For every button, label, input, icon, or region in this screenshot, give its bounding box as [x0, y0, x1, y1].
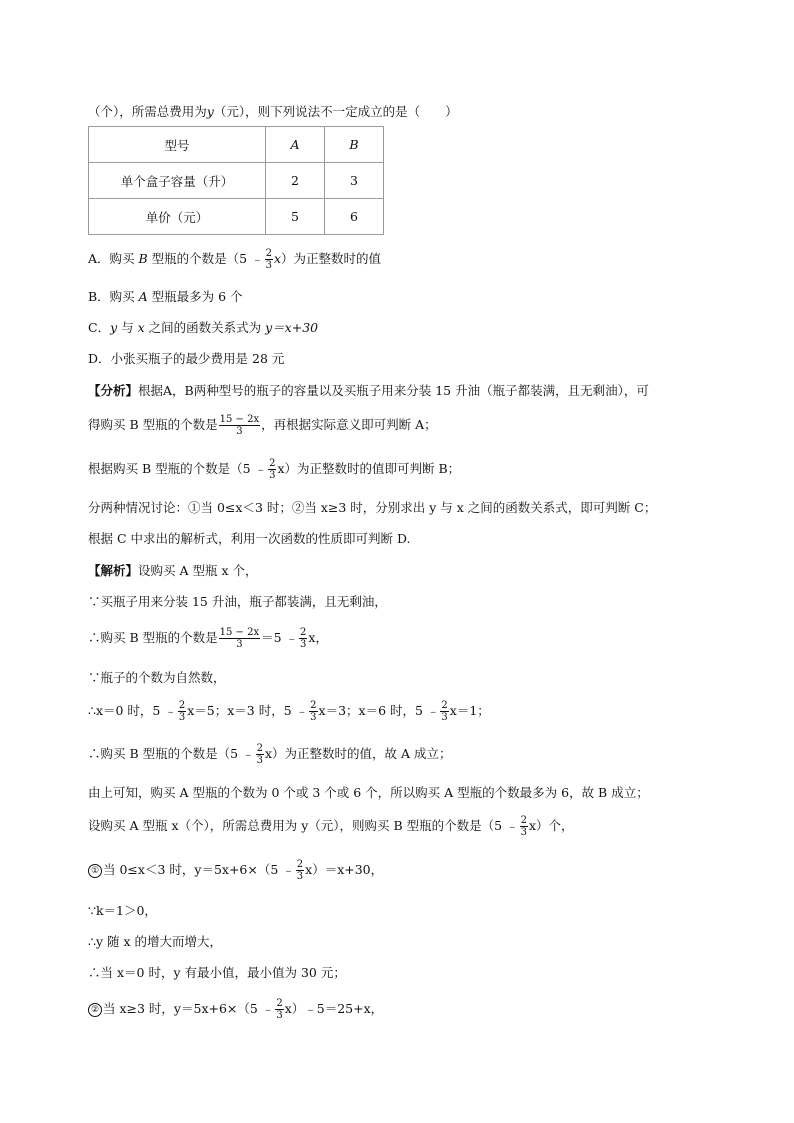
- fraction-num: 2: [520, 815, 527, 826]
- solution-line-6: [88, 743, 451, 766]
- fraction: [296, 859, 304, 882]
- solution-line-12: [88, 963, 346, 981]
- solution-text: x＝5；x＝3 时，5 ﹣: [187, 703, 309, 718]
- fraction-num: 2: [276, 998, 283, 1009]
- option-c-mid2: 之间的函数关系式为: [144, 320, 266, 335]
- fraction: [520, 815, 528, 838]
- option-b-a: A: [138, 289, 148, 304]
- solution-text: 当 x≥3 时，y＝5x+6×（5 ﹣: [103, 1001, 275, 1016]
- option-c-x: x: [137, 320, 145, 335]
- analysis-line-3: [88, 458, 460, 481]
- fraction: [275, 998, 283, 1021]
- intro-prefix: （个），所需总费用为: [88, 104, 207, 119]
- solution-line-10: [88, 901, 157, 919]
- solution-text: ＝5 ﹣: [261, 630, 299, 645]
- table-header: A: [266, 127, 325, 163]
- table-row: [89, 163, 384, 199]
- option-b-prefix: B．购买: [88, 289, 139, 304]
- circled-number: ①: [88, 864, 102, 878]
- fraction: [299, 627, 307, 650]
- fraction: [309, 700, 317, 723]
- solution-text: x＝1；: [449, 703, 490, 718]
- fraction-den: 3: [296, 871, 304, 882]
- fraction-num: 2: [441, 700, 448, 711]
- option-b-suffix: 型瓶最多为 6 个: [147, 289, 243, 304]
- table-cell: 3: [325, 163, 384, 199]
- option-a-b: B: [138, 251, 148, 266]
- spec-table: [88, 126, 384, 235]
- option-a-x: x: [273, 251, 282, 266]
- fraction: [256, 743, 264, 766]
- intro-suffix: （元），则下列说法不一定成立的是（ ）: [213, 104, 458, 119]
- option-d-text: D．小张买瓶子的最少费用是 28 元: [88, 351, 285, 366]
- table-cell: 单个盒子容量（升）: [89, 163, 266, 199]
- analysis-line-5: [88, 529, 411, 547]
- fraction: [440, 700, 448, 723]
- option-c: [88, 318, 318, 336]
- fraction-num: 2: [265, 248, 272, 259]
- table-cell: 6: [325, 199, 384, 235]
- analysis-line-2: [88, 414, 437, 437]
- solution-text: ∴购买 B 型瓶的个数是: [88, 630, 218, 645]
- analysis-text: x）为正整数时的值即可判断 B；: [277, 461, 461, 476]
- solution-text: 当 0≤x＜3 时，y＝5x+6×（5 ﹣: [103, 862, 295, 877]
- option-c-y: y: [110, 320, 118, 335]
- solution-text: ∴购买 B 型瓶的个数是（5 ﹣: [88, 746, 255, 761]
- solution-line-5: [88, 700, 490, 723]
- solution-text: 设购买 A 型瓶 x（个），所需总费用为 y（元），则购买 B 型瓶的个数是（5 ﹣: [88, 818, 519, 833]
- analysis-text: 根据 C 中求出的解析式，利用一次函数的性质即可判断 D.: [88, 531, 411, 546]
- analysis-text: 得购买 B 型瓶的个数是: [88, 417, 218, 432]
- solution-text: ∵k＝1＞0，: [88, 903, 157, 918]
- solution-line-1: [88, 561, 258, 579]
- solution-text: x，: [308, 630, 328, 645]
- table-cell: 5: [266, 199, 325, 235]
- fraction-den: 3: [300, 639, 307, 650]
- fraction: [219, 414, 260, 437]
- option-a-mid: 型瓶的个数是（5 ﹣: [147, 251, 264, 266]
- circled-number: ②: [88, 1003, 102, 1017]
- question-intro: [88, 102, 458, 120]
- solution-line-11: [88, 932, 222, 950]
- solution-line-3: [88, 627, 328, 650]
- solution-text: ∴y 随 x 的增大而增大，: [88, 934, 222, 949]
- solution-line-4: [88, 668, 226, 686]
- solution-text: x）个，: [528, 818, 574, 833]
- solution-text: ∵瓶子的个数为自然数，: [88, 670, 226, 685]
- option-c-prefix: C．: [88, 320, 111, 335]
- fraction-num: 2: [269, 458, 276, 469]
- solution-text: ∴当 x＝0 时，y 有最小值，最小值为 30 元；: [88, 965, 346, 980]
- fraction-num: 15 − 2x: [219, 627, 260, 638]
- table-header-row: [89, 127, 384, 163]
- analysis-text: 分两种情况讨论：①当 0≤x＜3 时；②当 x≥3 时，分别求出 y 与 x 之间的函数关系式，即可判断 C；: [88, 500, 657, 515]
- table-header: B: [325, 127, 384, 163]
- option-a-prefix: A．购买: [88, 251, 139, 266]
- solution-line-13: [88, 998, 383, 1021]
- fraction-den: 3: [269, 470, 276, 481]
- solution-line-8: [88, 815, 574, 838]
- fraction-den: 3: [178, 712, 186, 723]
- solution-text: x＝3；x＝6 时，5 ﹣: [318, 703, 440, 718]
- option-c-expr: y＝x+30: [265, 320, 319, 335]
- solution-text: 由上可知，购买 A 型瓶的个数为 0 个或 3 个或 6 个，所以购买 A 型瓶的个数最多为 6，故 B 成立；: [88, 785, 649, 800]
- fraction-den: 3: [276, 1010, 283, 1021]
- fraction-num: 2: [300, 627, 307, 638]
- option-d: [88, 349, 284, 367]
- fraction: [265, 248, 273, 271]
- fraction-den: 3: [219, 638, 260, 650]
- intro-y: y: [206, 104, 214, 119]
- solution-line-2: [88, 592, 387, 610]
- analysis-label: 【分析】: [88, 383, 139, 398]
- analysis-text: 根据购买 B 型瓶的个数是（5 ﹣: [88, 461, 268, 476]
- fraction-num: 2: [296, 859, 304, 870]
- option-c-mid1: 与: [117, 320, 138, 335]
- fraction-num: 2: [310, 700, 317, 711]
- table-header: 型号: [89, 127, 266, 163]
- table-cell: 单价（元）: [89, 199, 266, 235]
- solution-text: 设购买 A 型瓶 x 个，: [138, 563, 258, 578]
- analysis-line-4: [88, 498, 656, 516]
- solution-text: x）为正整数时的值，故 A 成立；: [264, 746, 452, 761]
- fraction-den: 3: [520, 827, 527, 838]
- option-b: [88, 287, 243, 305]
- analysis-text: 根据A，B两种型号的瓶子的容量以及买瓶子用来分装 15 升油（瓶子都装满，且无剩油），可: [138, 383, 649, 398]
- fraction-num: 2: [178, 700, 186, 711]
- fraction: [219, 627, 260, 650]
- solution-line-9: [88, 859, 383, 882]
- fraction-num: 15 − 2x: [219, 414, 260, 425]
- solution-text: x）﹣5＝25+x，: [284, 1001, 384, 1016]
- solution-label: 【解析】: [88, 563, 139, 578]
- table-row: [89, 199, 384, 235]
- fraction: [268, 458, 276, 481]
- fraction-den: 3: [310, 712, 317, 723]
- fraction-den: 3: [219, 425, 260, 437]
- solution-text: ∵买瓶子用来分装 15 升油，瓶子都装满，且无剩油，: [88, 594, 387, 609]
- table-cell: 2: [266, 163, 325, 199]
- fraction-den: 3: [441, 712, 448, 723]
- solution-text: x）＝x+30，: [305, 862, 384, 877]
- analysis-line-1: [88, 381, 649, 399]
- analysis-text: ，再根据实际意义即可判断 A；: [261, 417, 437, 432]
- option-a-suffix: ）为正整数时的值: [281, 251, 382, 266]
- solution-line-7: [88, 783, 649, 801]
- fraction: [178, 700, 186, 723]
- fraction-num: 2: [256, 743, 263, 754]
- option-a: [88, 248, 381, 271]
- fraction-den: 3: [265, 260, 272, 271]
- solution-text: ∴x＝0 时，5 ﹣: [88, 703, 177, 718]
- fraction-den: 3: [256, 755, 263, 766]
